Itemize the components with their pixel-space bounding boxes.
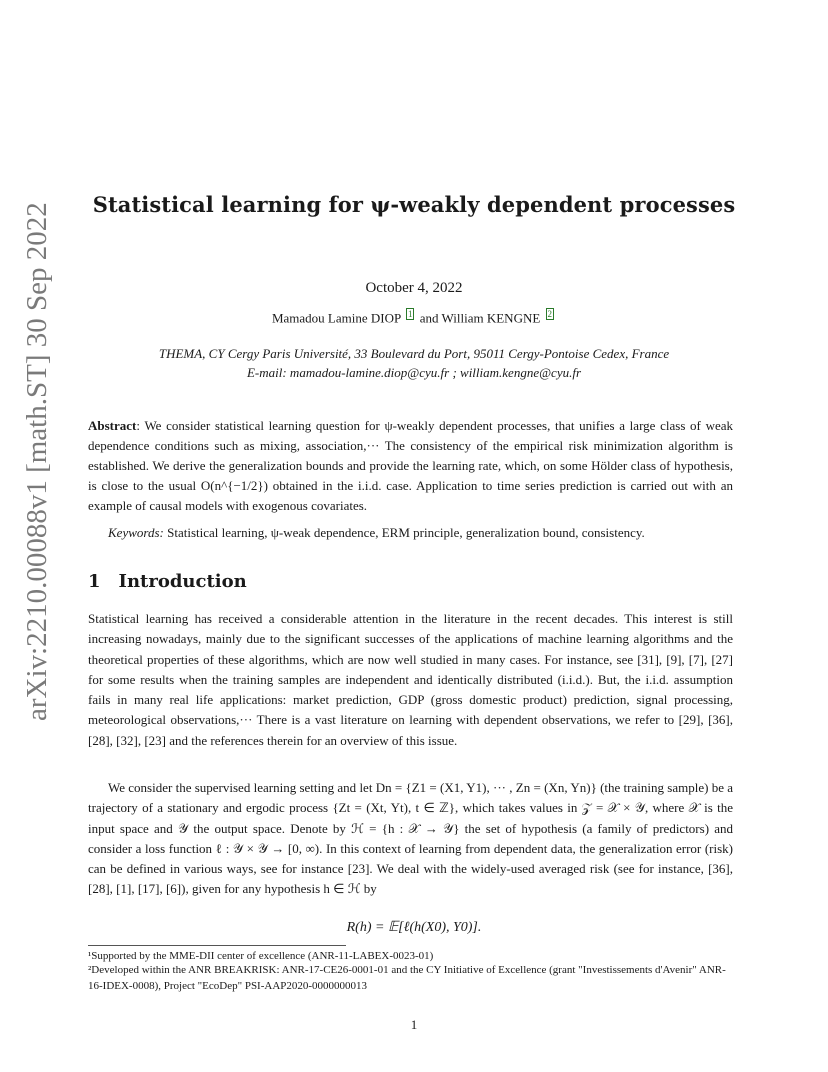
abstract-text: : We consider statistical learning question for ψ-weakly dependent processes, that unifies a large class of weak dependence conditions such as mixing, association,··· The consistency of the empirical risk minimization algorithm is established. We derive the generalization bounds and provide the learning rate, which, on some Hölder class of hypothesis, is close to the usual O(n^{−1/2}) obtained in the i.i.d. case. Application to time series prediction is carried out with an example of causal models with exogenous covariates.	[88, 418, 733, 513]
author-2: and William KENGNE	[419, 310, 541, 326]
section-number: 1	[88, 571, 101, 592]
abstract-label: Abstract	[88, 418, 137, 433]
section-title: Introduction	[118, 571, 247, 592]
arxiv-stamp: arXiv:2210.00088v1 [math.ST] 30 Sep 2022	[21, 202, 53, 721]
footnote-1: ¹Supported by the MME-DII center of excellence (ANR-11-LABEX-0023-01)	[88, 950, 434, 962]
keywords	[108, 525, 733, 541]
affiliation-address: THEMA, CY Cergy Paris Université, 33 Boulevard du Port, 95011 Cergy-Pontoise Cedex, France	[158, 346, 670, 361]
abstract	[88, 416, 733, 516]
paragraph-1: Statistical learning has received a considerable attention in the literature in the recent decades. This interest is still increasing nowadays, mainly due to the significant successes of the applications of machine learning algorithms and the theoretical properties of these algorithms, which are now well studied in many cases. For instance, see [31], [9], [7], [27] for some results when the training samples are independent and identically distributed (i.i.d.). But, the i.i.d. assumption fails in many real life applications: market prediction, GDP (gross domestic product) prediction, signal processing, meteorological observations,··· There is a vast literature on learning with dependent observations, we refer to [29], [36], [28], [32], [23] and the references therein for an overview of this issue.	[88, 611, 733, 748]
footnote-rule	[88, 945, 346, 946]
page-number: 1	[410, 1017, 418, 1032]
keywords-text: Statistical learning, ψ-weak dependence, ERM principle, generalization bound, consistency.	[167, 525, 645, 540]
author-line	[0, 309, 828, 326]
paper-date: October 4, 2022	[365, 280, 463, 296]
affiliation-email: E-mail: mamadou-lamine.diop@cyu.fr ; william.kengne@cyu.fr	[246, 365, 582, 380]
paper-title: Statistical learning for ψ-weakly dependent processes	[92, 192, 736, 217]
footnote-link-2[interactable]: 2	[547, 309, 553, 319]
keywords-label: Keywords:	[108, 525, 164, 540]
risk-equation: R(h) = 𝔼[ℓ(h(X0), Y0)].	[346, 920, 482, 935]
footnote-2: ²Developed within the ANR BREAKRISK: ANR-17-CE26-0001-01 and the CY Initiative of Excellence (grant "Investissements d'Avenir" ANR-16-IDEX-0008), Project "EcoDep" PSI-AAP2020-0000000013	[88, 964, 726, 992]
footnote-link-1[interactable]: 1	[407, 309, 413, 319]
paragraph-2: We consider the supervised learning setting and let Dn = {Z1 = (X1, Y1), ··· , Zn = (Xn, Yn)} (the training sample) be a trajectory of a stationary and ergodic process {Zt = (Xt, Yt), t ∈ ℤ}, which takes values in 𝒵 = 𝒳 × 𝒴, where 𝒳 is the input space and 𝒴 the output space. Denote by ℋ = {h : 𝒳 → 𝒴} the set of hypothesis (a family of predictors) and consider a loss function ℓ : 𝒴 × 𝒴 → [0, ∞). In this context of learning from dependent data, the generalization error (risk) can be defined in various ways, see for instance [23]. We deal with the widely-used averaged risk (see for instance, [36], [28], [1], [17], [6]), given for any hypothesis h ∈ ℋ by	[88, 780, 733, 897]
author-1: Mamadou Lamine DIOP	[271, 310, 401, 326]
affiliation	[0, 344, 828, 382]
section-heading	[88, 571, 247, 592]
